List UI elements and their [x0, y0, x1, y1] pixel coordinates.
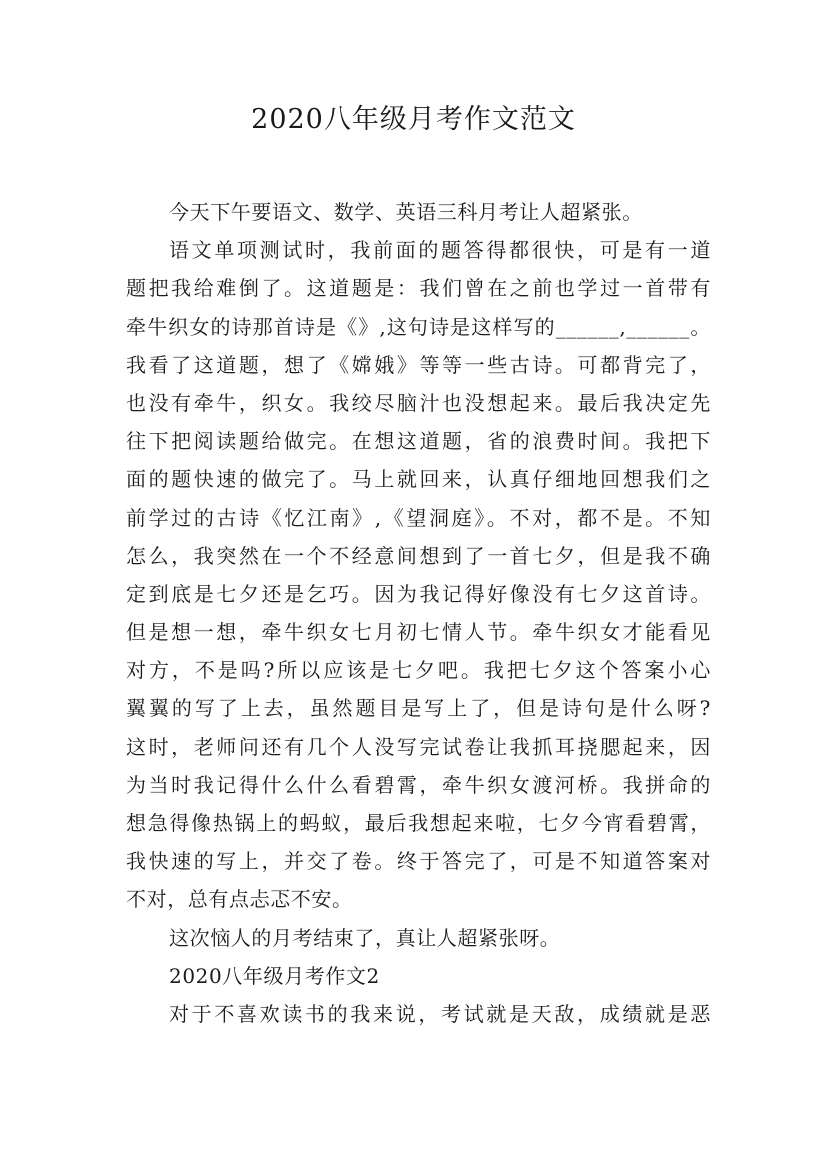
document-title: 2020八年级月考作文范文 [251, 104, 576, 135]
paragraph-line: 怎么，我突然在一个不经意间想到了一首七夕，但是我不确 [126, 543, 711, 568]
paragraph-line: 对方，不是吗?所以应该是七夕吧。我把七夕这个答案小心 [126, 658, 711, 683]
paragraph-line: 但是想一想，牵牛织女七月初七情人节。牵牛织女才能看见 [126, 620, 711, 645]
paragraph-line: 我看了这道题，想了《嫦娥》等等一些古诗。可都背完了， [126, 352, 711, 377]
paragraph-line: 面的题快速的做完了。马上就回来，认真仔细地回想我们之 [126, 467, 711, 492]
paragraph-line: 牵牛织女的诗那首诗是《》,这句诗是这样写的______,______。 [126, 314, 711, 339]
paragraph-line: 这次恼人的月考结束了，真让人超紧张呀。 [169, 925, 561, 950]
document-body [126, 193, 711, 1033]
paragraph-line: 不对，总有点忐忑不安。 [126, 887, 353, 912]
paragraph-line: 这时，老师问还有几个人没写完试卷让我抓耳挠腮起来，因 [126, 734, 711, 759]
paragraph-line: 想急得像热锅上的蚂蚁，最后我想起来啦，七夕今宵看碧霄， [126, 811, 711, 835]
paragraph-line: 定到底是七夕还是乞巧。因为我记得好像没有七夕这首诗。 [126, 581, 711, 606]
paragraph-line: 往下把阅读题给做完。在想这道题，省的浪费时间。我把下 [126, 429, 711, 454]
paragraph-line: 题把我给难倒了。这道题是：我们曾在之前也学过一首带有 [126, 276, 711, 301]
paragraph-line: 为当时我记得什么什么看碧霄，牵牛织女渡河桥。我拼命的 [126, 772, 711, 797]
section-heading: 2020八年级月考作文2 [169, 963, 380, 988]
paragraph-line: 我快速的写上，并交了卷。终于答完了，可是不知道答案对 [126, 849, 711, 874]
paragraph-line: 语文单项测试时，我前面的题答得都很快，可是有一道 [169, 238, 711, 263]
paragraph-line: 也没有牵牛，织女。我绞尽脑汁也没想起来。最后我决定先 [126, 390, 711, 415]
paragraph-line: 翼翼的写了上去，虽然题目是写上了，但是诗句是什么呀? [126, 696, 711, 721]
paragraph-line: 对于不喜欢读书的我来说，考试就是天敌，成绩就是恶 [169, 1001, 711, 1026]
paragraph-line: 今天下午要语文、数学、英语三科月考让人超紧张。 [169, 200, 643, 224]
paragraph-line: 前学过的古诗《忆江南》,《望洞庭》。不对，都不是。不知 [126, 505, 711, 530]
